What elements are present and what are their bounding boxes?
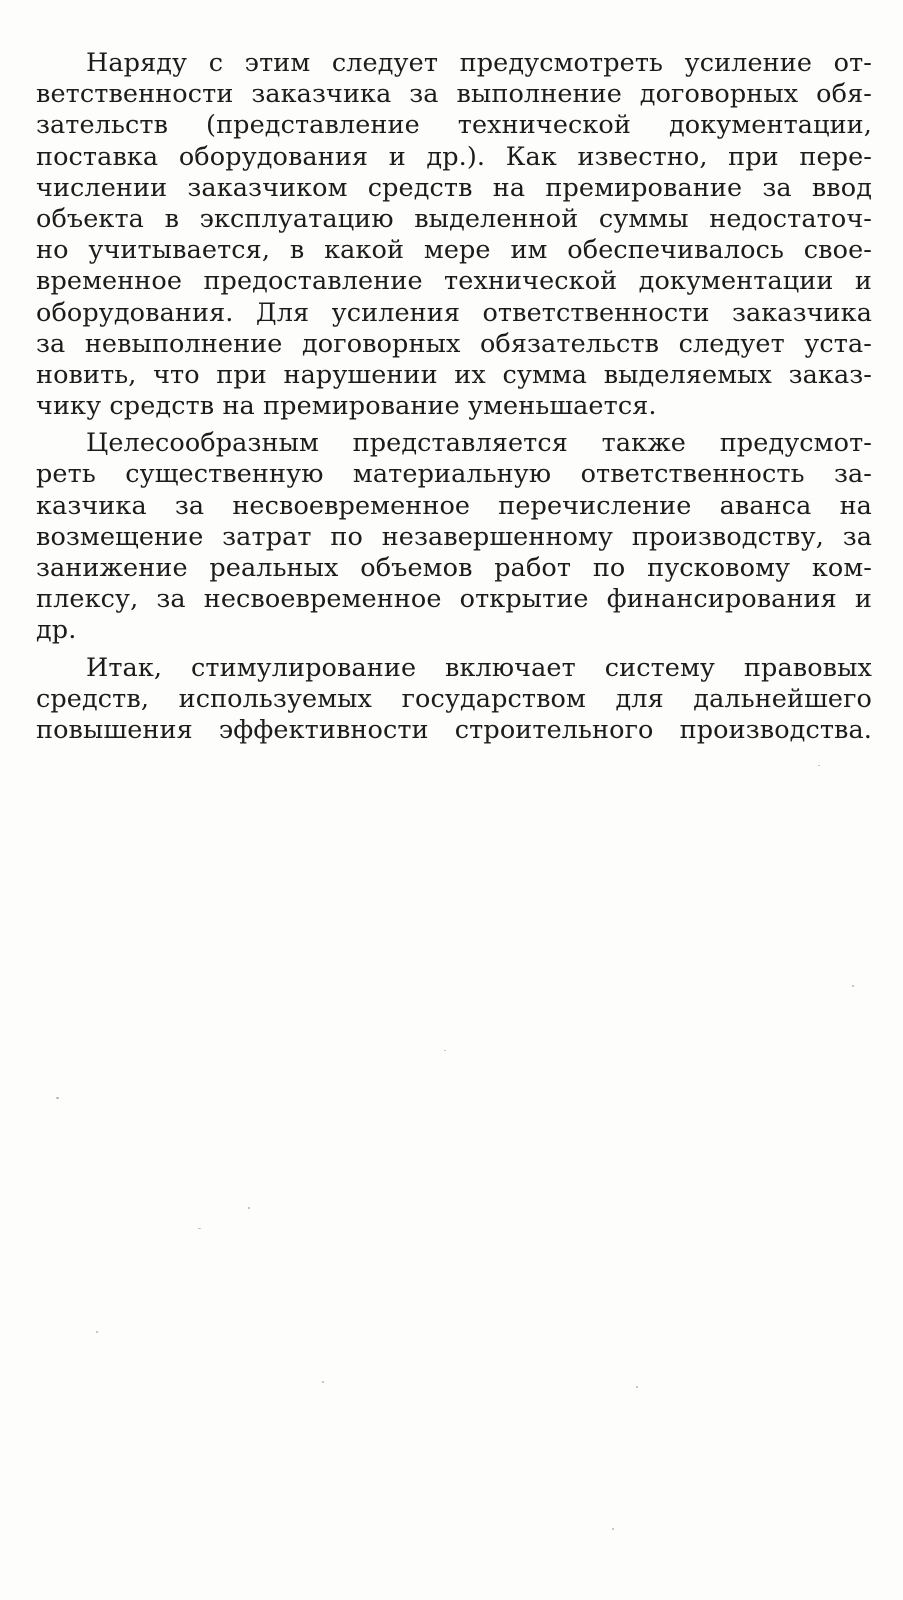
text-line: занижение реальных объемов работ по пусковому ком- xyxy=(36,553,872,583)
scan-speck xyxy=(248,1207,250,1209)
scan-speck xyxy=(444,1050,446,1051)
scan-speck xyxy=(198,1228,201,1229)
text-line: чику средств на премирование уменьшается. xyxy=(36,391,657,422)
scan-speck xyxy=(852,985,854,987)
paragraph-3 xyxy=(36,653,872,747)
scan-speck xyxy=(818,765,820,766)
text-line: средств, используемых государством для дальнейшего xyxy=(36,683,872,714)
scan-speck xyxy=(56,1097,59,1099)
text-line: Целесообразным представляется также предусмот- xyxy=(86,428,872,459)
paragraph-2 xyxy=(36,428,872,646)
text-line: ветственности заказчика за выполнение договорных обя- xyxy=(36,79,872,110)
scan-speck xyxy=(96,1331,98,1333)
body-text xyxy=(36,48,872,746)
scan-speck xyxy=(612,1528,614,1530)
text-line: плексу, за несвоевременное открытие финансирования и xyxy=(36,584,872,615)
text-line: объекта в эксплуатацию выделенной суммы недостаточ- xyxy=(36,203,872,234)
text-line: реть существенную материальную ответственность за- xyxy=(36,459,872,490)
text-line: временное предоставление технической документации и xyxy=(36,266,872,297)
paragraph-1 xyxy=(36,48,872,422)
text-line: новить, что при нарушении их сумма выделяемых заказ- xyxy=(36,359,872,390)
text-line: числении заказчиком средств на премирование за ввод xyxy=(36,172,872,203)
text-line: поставка оборудования и др.). Как известно, при пере- xyxy=(36,141,872,172)
text-line: но учитывается, в какой мере им обеспечивалось свое- xyxy=(36,235,872,266)
text-line: Наряду с этим следует предусмотреть усиление от- xyxy=(86,48,872,78)
text-line: др. xyxy=(36,615,77,646)
text-line: повышения эффективности строительного производства. xyxy=(36,714,872,745)
text-line: Итак, стимулирование включает систему правовых xyxy=(86,652,872,683)
text-line: возмещение затрат по незавершенному производству, за xyxy=(36,521,872,552)
text-line: оборудования. Для усиления ответственности заказчика xyxy=(36,297,872,328)
scan-speck xyxy=(636,1386,638,1388)
text-line: казчика за несвоевременное перечисление аванса на xyxy=(36,490,872,521)
text-line: зательств (представление технической документации, xyxy=(36,110,872,141)
scan-speck xyxy=(322,1381,324,1383)
text-line: за невыполнение договорных обязательств следует уста- xyxy=(36,328,872,359)
